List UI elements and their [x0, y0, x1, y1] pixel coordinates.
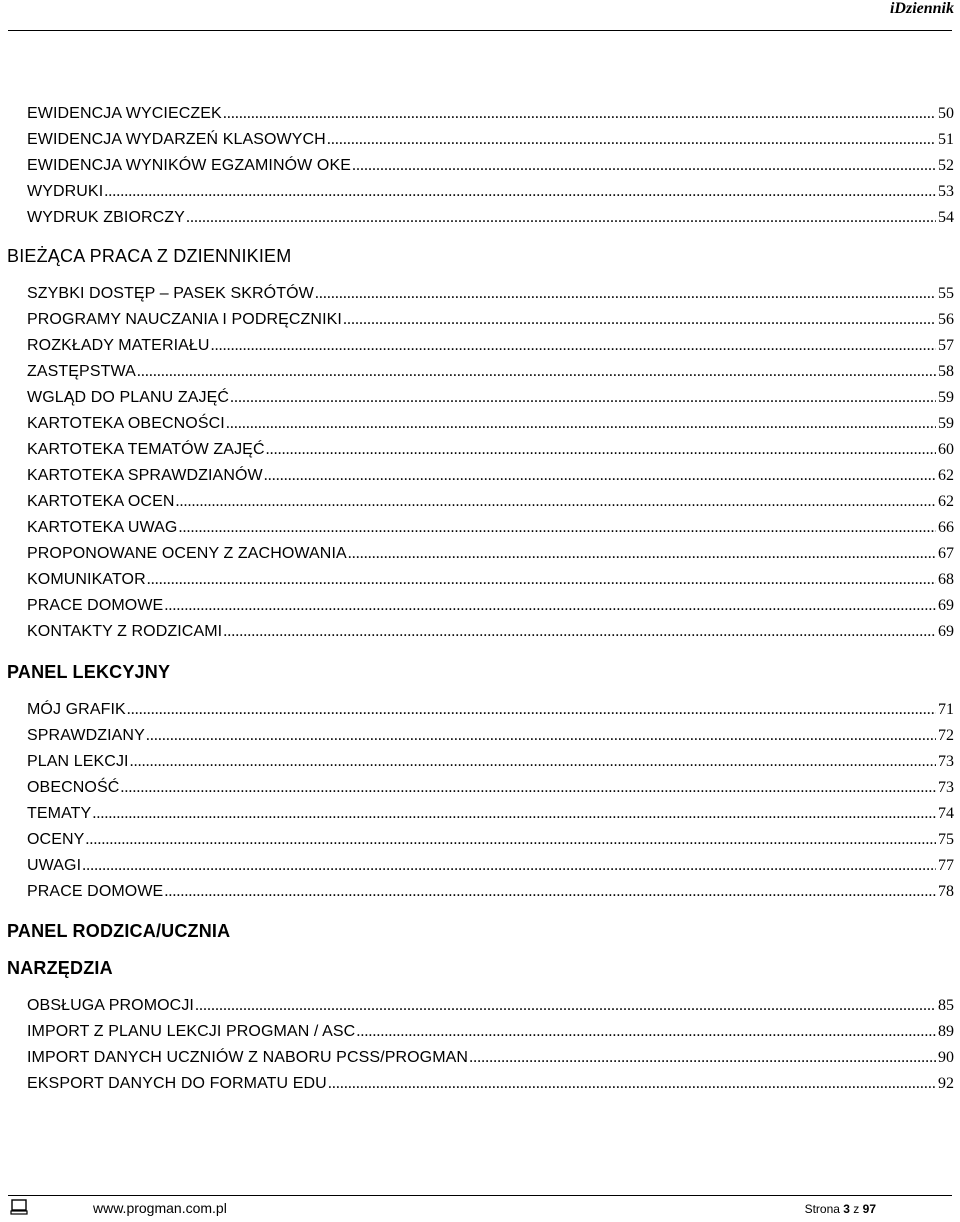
- toc-leader-dots: [130, 750, 936, 774]
- toc-leader-dots: [266, 438, 936, 462]
- toc-entry[interactable]: [27, 568, 954, 592]
- toc-entry-label: PROGRAMY NAUCZANIA I PODRĘCZNIKI: [27, 311, 342, 328]
- footer-page-total: 97: [862, 1202, 876, 1216]
- toc-entry-label: IMPORT DANYCH UCZNIÓW Z NABORU PCSS/PROGMAN: [27, 1049, 469, 1066]
- toc-entry[interactable]: [27, 1072, 954, 1096]
- toc-leader-dots: [120, 776, 936, 800]
- toc-leader-dots: [356, 1020, 936, 1044]
- toc-entry[interactable]: [27, 334, 954, 358]
- toc-entry[interactable]: [27, 1020, 954, 1044]
- toc-entry-page: 51: [938, 131, 954, 148]
- toc-entry-page: 52: [938, 157, 954, 174]
- toc-section-heading: NARZĘDZIA: [7, 958, 113, 978]
- toc-entry-page: 50: [938, 105, 954, 122]
- toc-entry-page: 62: [938, 467, 954, 484]
- toc-leader-dots: [164, 594, 936, 618]
- toc-entry[interactable]: [27, 438, 954, 462]
- toc-entry[interactable]: [27, 620, 954, 644]
- toc-leader-dots: [469, 1046, 936, 1070]
- toc-entry-label: EWIDENCJA WYCIECZEK: [27, 105, 222, 122]
- toc-entry-label: KOMUNIKATOR: [27, 571, 146, 588]
- toc-entry-label: EWIDENCJA WYDARZEŃ KLASOWYCH: [27, 131, 326, 148]
- toc-entry-page: 59: [938, 389, 954, 406]
- toc-leader-dots: [127, 698, 936, 722]
- toc-leader-dots: [178, 516, 936, 540]
- toc-entry-label: TEMATY: [27, 805, 92, 822]
- toc-leader-dots: [137, 360, 936, 384]
- toc-entry[interactable]: [27, 464, 954, 488]
- toc-section-heading: PANEL RODZICA/UCZNIA: [7, 921, 231, 941]
- footer-url[interactable]: www.progman.com.pl: [93, 1200, 227, 1216]
- toc-entry[interactable]: [27, 828, 954, 852]
- toc-entry-label: KARTOTEKA OCEN: [27, 493, 175, 510]
- toc-entry[interactable]: [27, 776, 954, 800]
- toc-entry-page: 73: [938, 779, 954, 796]
- toc-section-heading: BIEŻĄCA PRACA Z DZIENNIKIEM: [7, 246, 292, 266]
- toc-entry-label: SZYBKI DOSTĘP – PASEK SKRÓTÓW: [27, 285, 314, 302]
- toc-entry[interactable]: [27, 360, 954, 384]
- toc-entry-page: 54: [938, 209, 954, 226]
- toc-entry-page: 71: [938, 701, 954, 718]
- toc-entry-page: 58: [938, 363, 954, 380]
- toc-entry-page: 66: [938, 519, 954, 536]
- toc-leader-dots: [176, 490, 936, 514]
- toc-entry-label: PROPONOWANE OCENY Z ZACHOWANIA: [27, 545, 347, 562]
- toc-entry-page: 55: [938, 285, 954, 302]
- toc-entry-label: UWAGI: [27, 857, 82, 874]
- toc-entry[interactable]: [27, 698, 954, 722]
- footer-page-label: Strona: [804, 1202, 840, 1216]
- toc-entry-page: 53: [938, 183, 954, 200]
- toc-entry-page: 57: [938, 337, 954, 354]
- toc-entry[interactable]: [27, 802, 954, 826]
- toc-section-heading: PANEL LEKCYJNY: [7, 662, 171, 682]
- toc-entry-label: EWIDENCJA WYNIKÓW EGZAMINÓW OKE: [27, 157, 351, 174]
- toc-entry-page: 56: [938, 311, 954, 328]
- toc-entry-label: PRACE DOMOWE: [27, 883, 164, 900]
- toc-leader-dots: [226, 412, 936, 436]
- toc-entry-page: 85: [938, 997, 954, 1014]
- toc-leader-dots: [164, 880, 936, 904]
- toc-entry-page: 77: [938, 857, 954, 874]
- header-divider: [8, 30, 952, 31]
- toc-entry-label: MÓJ GRAFIK: [27, 701, 126, 718]
- toc-entry-label: WYDRUKI: [27, 183, 104, 200]
- toc-entry-page: 89: [938, 1023, 954, 1040]
- toc-entry[interactable]: [27, 880, 954, 904]
- toc-leader-dots: [211, 334, 936, 358]
- toc-entry-page: 60: [938, 441, 954, 458]
- toc-entry-page: 78: [938, 883, 954, 900]
- toc-leader-dots: [230, 386, 936, 410]
- toc-entry-page: 92: [938, 1075, 954, 1092]
- toc-leader-dots: [315, 282, 936, 306]
- toc-entry-page: 69: [938, 623, 954, 640]
- footer-divider: [8, 1195, 952, 1196]
- toc-entry[interactable]: [27, 206, 954, 230]
- toc-entry-label: OCENY: [27, 831, 85, 848]
- toc-entry[interactable]: [27, 1046, 954, 1070]
- toc-entry-label: KARTOTEKA OBECNOŚCI: [27, 415, 225, 432]
- toc-entry[interactable]: [27, 412, 954, 436]
- toc-leader-dots: [195, 994, 936, 1018]
- toc-entry-page: 62: [938, 493, 954, 510]
- toc-entry-label: OBSŁUGA PROMOCJI: [27, 997, 194, 1014]
- toc-leader-dots: [147, 568, 936, 592]
- toc-entry-page: 90: [938, 1049, 954, 1066]
- toc-leader-dots: [146, 724, 936, 748]
- toc-leader-dots: [264, 464, 936, 488]
- toc-entry-label: SPRAWDZIANY: [27, 727, 145, 744]
- toc-leader-dots: [343, 308, 936, 332]
- toc-entry-label: OBECNOŚĆ: [27, 779, 120, 796]
- footer-page-sep: z: [853, 1202, 860, 1216]
- footer-page-number: [805, 1202, 876, 1216]
- toc-leader-dots: [186, 206, 936, 230]
- toc-entry-page: 69: [938, 597, 954, 614]
- toc-entry-label: PRACE DOMOWE: [27, 597, 164, 614]
- toc-leader-dots: [223, 102, 936, 126]
- toc-entry-label: PLAN LEKCJI: [27, 753, 129, 770]
- toc-entry[interactable]: [27, 490, 954, 514]
- toc-entry-label: KARTOTEKA TEMATÓW ZAJĘĆ: [27, 441, 265, 458]
- toc-leader-dots: [352, 154, 936, 178]
- document-header-title: iDziennik: [889, 0, 954, 17]
- toc-leader-dots: [348, 542, 936, 566]
- toc-entry-label: KARTOTEKA UWAG: [27, 519, 178, 536]
- toc-entry[interactable]: [27, 724, 954, 748]
- toc-entry-label: ROZKŁADY MATERIAŁU: [27, 337, 210, 354]
- toc-entry-page: 74: [938, 805, 954, 822]
- toc-leader-dots: [85, 828, 936, 852]
- toc-leader-dots: [327, 128, 936, 152]
- toc-entry[interactable]: [27, 102, 954, 126]
- toc-entry[interactable]: [27, 386, 954, 410]
- toc-entry-page: 67: [938, 545, 954, 562]
- toc-entry[interactable]: [27, 516, 954, 540]
- toc-leader-dots: [328, 1072, 936, 1096]
- toc-entry-page: 68: [938, 571, 954, 588]
- toc-entry-page: 59: [938, 415, 954, 432]
- toc-leader-dots: [223, 620, 936, 644]
- toc-entry[interactable]: [27, 994, 954, 1018]
- toc-leader-dots: [104, 180, 936, 204]
- computer-icon: [10, 1198, 28, 1216]
- toc-entry-label: IMPORT Z PLANU LEKCJI PROGMAN / ASC: [27, 1023, 356, 1040]
- toc-entry[interactable]: [27, 154, 954, 178]
- toc-entry[interactable]: [27, 854, 954, 878]
- toc-entry[interactable]: [27, 542, 954, 566]
- toc-entry-label: KONTAKTY Z RODZICAMI: [27, 623, 223, 640]
- footer-page-current: 3: [843, 1202, 850, 1216]
- toc-entry[interactable]: [27, 308, 954, 332]
- toc-entry-label: KARTOTEKA SPRAWDZIANÓW: [27, 467, 263, 484]
- toc-entry-label: WGLĄD DO PLANU ZAJĘĆ: [27, 389, 230, 406]
- toc-entry-page: 75: [938, 831, 954, 848]
- toc-leader-dots: [92, 802, 936, 826]
- toc-entry-page: 73: [938, 753, 954, 770]
- toc-leader-dots: [82, 854, 936, 878]
- toc-entry[interactable]: [27, 594, 954, 618]
- toc-entry[interactable]: [27, 180, 954, 204]
- toc-entry[interactable]: [27, 282, 954, 306]
- toc-entry-page: 72: [938, 727, 954, 744]
- toc-entry-label: EKSPORT DANYCH DO FORMATU EDU: [27, 1075, 327, 1092]
- toc-entry-label: WYDRUK ZBIORCZY: [27, 209, 185, 226]
- toc-entry-label: ZASTĘPSTWA: [27, 363, 136, 380]
- toc-entry[interactable]: [27, 128, 954, 152]
- toc-entry[interactable]: [27, 750, 954, 774]
